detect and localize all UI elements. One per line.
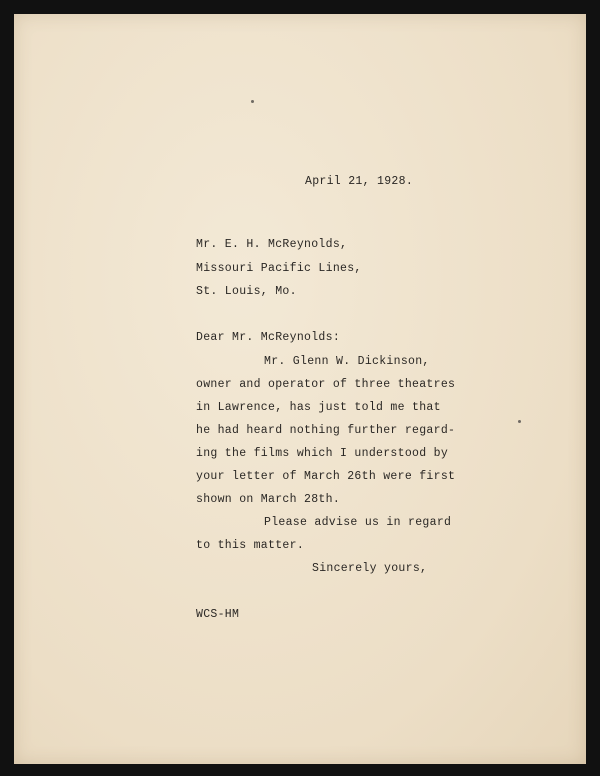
body-line: owner and operator of three theatres bbox=[196, 378, 456, 391]
body-line: shown on March 28th. bbox=[196, 493, 341, 506]
letter-date: April 21, 1928. bbox=[305, 175, 414, 188]
recipient-city: St. Louis, Mo. bbox=[196, 285, 297, 298]
typist-initials: WCS-HM bbox=[196, 608, 240, 621]
body-line: in Lawrence, has just told me that bbox=[196, 401, 441, 414]
closing: Sincerely yours, bbox=[312, 562, 428, 575]
letter-page bbox=[14, 14, 586, 764]
request-line: Please advise us in regard bbox=[264, 516, 452, 529]
body-line: Mr. Glenn W. Dickinson, bbox=[264, 355, 430, 368]
body-line: he had heard nothing further regard- bbox=[196, 424, 456, 437]
paper-speck bbox=[251, 100, 254, 103]
salutation: Dear Mr. McReynolds: bbox=[196, 331, 341, 344]
recipient-company: Missouri Pacific Lines, bbox=[196, 262, 362, 275]
request-line: to this matter. bbox=[196, 539, 305, 552]
body-line: ing the films which I understood by bbox=[196, 447, 449, 460]
recipient-name: Mr. E. H. McReynolds, bbox=[196, 238, 348, 251]
body-line: your letter of March 26th were first bbox=[196, 470, 456, 483]
paper-speck bbox=[518, 420, 521, 423]
